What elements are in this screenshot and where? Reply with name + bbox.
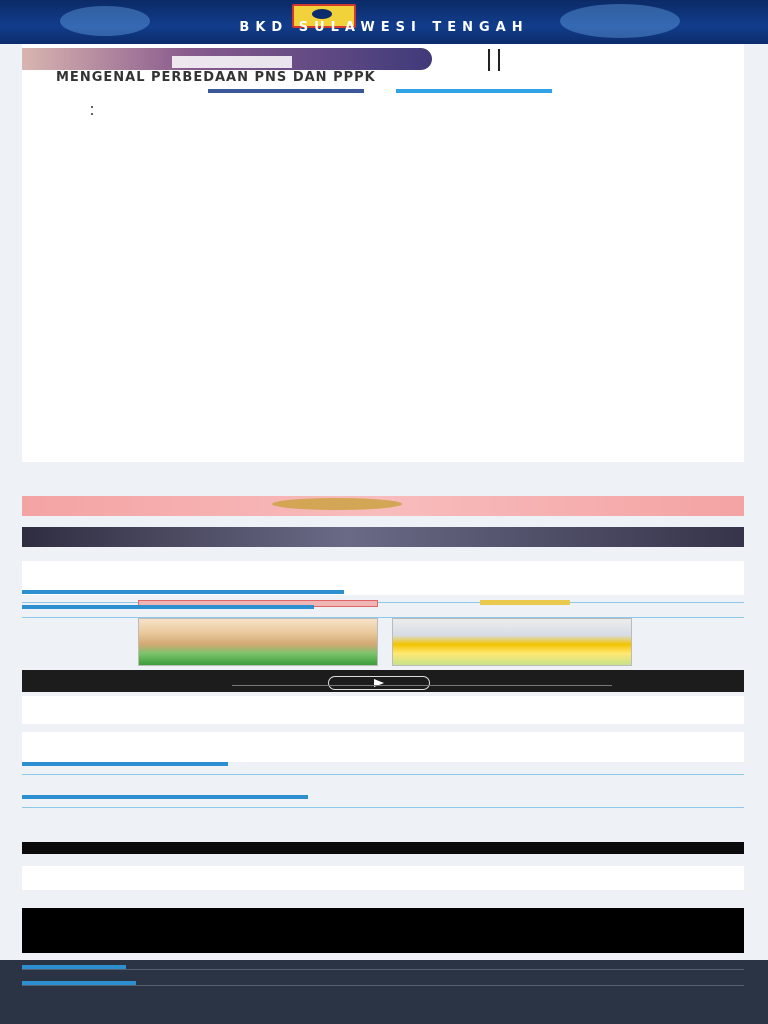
menu-icon[interactable] — [488, 49, 500, 71]
widget-header — [22, 795, 744, 808]
site-title[interactable]: BKD SULAWESI TENGAH — [239, 20, 529, 35]
banner-link[interactable] — [138, 618, 378, 666]
play-icon[interactable] — [328, 676, 430, 690]
list-item — [102, 104, 716, 111]
widget-title-bar — [22, 590, 344, 594]
widget-title-bar — [22, 795, 308, 799]
widget-header — [22, 762, 744, 775]
embed-placeholder — [22, 866, 744, 890]
widget-header — [22, 605, 744, 618]
share-twitter-button[interactable] — [396, 89, 552, 93]
banner-link[interactable] — [392, 618, 632, 666]
post-title: MENGENAL PERBEDAAN PNS DAN PPPK — [56, 70, 376, 85]
featured-image[interactable] — [22, 48, 432, 70]
site-footer — [0, 960, 768, 1024]
seek-bar[interactable] — [232, 685, 612, 686]
divider — [22, 985, 744, 986]
widget-header — [22, 590, 744, 603]
widget-title-bar — [22, 605, 314, 609]
site-header — [0, 0, 768, 44]
post-body — [56, 102, 716, 454]
video-embed[interactable] — [22, 908, 744, 953]
embed-placeholder — [22, 732, 744, 762]
list-item — [102, 111, 716, 118]
garuda-emblem-icon — [272, 498, 402, 510]
bullet-list — [56, 104, 716, 118]
divider — [22, 969, 744, 970]
share-facebook-button[interactable] — [208, 89, 364, 93]
promo-banner-dark[interactable] — [22, 527, 744, 547]
video-player[interactable] — [22, 670, 744, 692]
article-card — [22, 44, 744, 462]
video-title-bar — [22, 842, 744, 854]
widget-title-bar — [22, 762, 228, 766]
embed-placeholder — [22, 696, 744, 724]
